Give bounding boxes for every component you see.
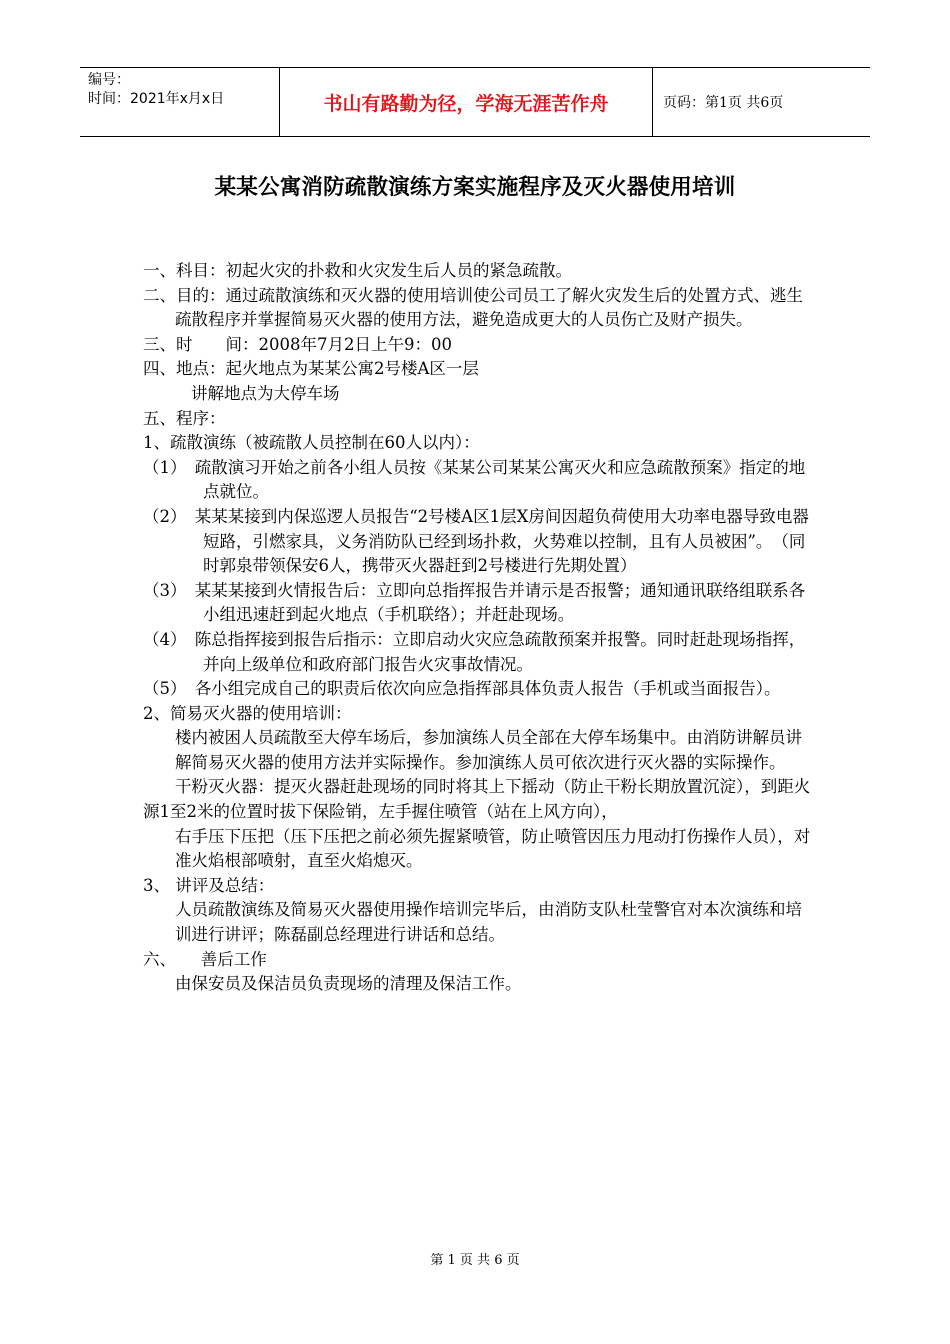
step-2-paragraph-2: 干粉灭火器：提灭火器赶赴现场的同时将其上下摇动（防止干粉长期放置沉淀），到距火源1至2米的位置时拔下保险销，左手握住喷管（站在上风方向），: [143, 777, 811, 822]
section-place-secondary: 讲解地点为大停车场: [191, 383, 340, 403]
procedure-step-1: 1、疏散演练（被疏散人员控制在60人以内）：: [143, 433, 480, 453]
document-body: [143, 259, 813, 997]
step-2-paragraph-1: 楼内被困人员疏散至大停车场后，参加演练人员全部在大停车场集中。由消防讲解员讲解简易灭火器的使用方法并实际操作。参加演练人员可依次进行灭火器的实际操作。: [175, 728, 802, 772]
procedure-item-2: （2） 某某某接到内保巡逻人员报告“2号楼A区1层X房间因超负荷使用大功率电器导致电器短路，引燃家具，义务消防队已经到场扑救，火势难以控制，且有人员被困”。 （同时郭泉带领保安6人，携带灭火器赶到2号楼进行先期处置）: [143, 506, 809, 576]
section-time: 三、时 间：2008年7月2日上午9：00: [143, 334, 452, 354]
section-purpose: 二、目的：通过疏散演练和灭火器的使用培训使公司员工了解火灾发生后的处置方式、逃生疏散程序并掌握简易灭火器的使用方法，避免造成更大的人员伤亡及财产损失。: [143, 285, 803, 330]
header-page-info: 页码：第1页 共6页: [663, 95, 784, 111]
procedure-item-1: （1） 疏散演习开始之前各小组人员按《某某公司某某公寓灭火和应急疏散预案》指定的地点就位。: [143, 457, 806, 502]
page-footer: 第 1 页 共 6 页: [430, 1253, 520, 1268]
procedure-item-3: （3） 某某某接到火情报告后：立即向总指挥报告并请示是否报警；通知通讯联络组联系各小组迅速赶到起火地点（手机联络）；并赶赴现场。: [143, 580, 806, 625]
procedure-step-3: 3、 讲评及总结：: [143, 875, 275, 895]
document-time-label: 时间：2021年x月x日: [88, 91, 225, 107]
header-meta: [80, 68, 280, 136]
section-aftermath-paragraph: 由保安员及保洁员负责现场的清理及保洁工作。: [175, 974, 522, 994]
section-aftermath: 六、 善后工作: [143, 949, 267, 969]
section-subject: 一、科目：初起火灾的扑救和火灾发生后人员的紧急疏散。: [143, 261, 572, 280]
step-3-paragraph-1: 人员疏散演练及简易灭火器使用操作培训完毕后，由消防支队杜莹警官对本次演练和培训进行讲评；陈磊副总经理进行讲话和总结。: [175, 900, 802, 945]
step-2-paragraph-3: 右手压下压把（压下压把之前必须先握紧喷管，防止喷管因压力甩动打伤操作人员），对准火焰根部喷射，直至火焰熄灭。: [175, 826, 811, 871]
procedure-step-2: 2、简易灭火器的使用培训：: [143, 703, 352, 723]
document-title: 某某公寓消防疏散演练方案实施程序及灭火器使用培训: [214, 175, 736, 200]
section-place: 四、地点：起火地点为某某公寓2号楼A区一层: [143, 359, 479, 379]
page-header: [80, 67, 870, 137]
section-procedure: 五、程序：: [143, 408, 226, 428]
document-number-label: 编号：: [88, 72, 130, 88]
procedure-item-4: （4） 陈总指挥接到报告后指示：立即启动火灾应急疏散预案并报警。同时赶赴现场指挥，并向上级单位和政府部门报告火灾事故情况。: [143, 629, 806, 674]
header-motto: 书山有路勤为径，学海无涯苦作舟: [280, 68, 653, 136]
procedure-item-5: （5） 各小组完成自己的职责后依次向应急指挥部具体负责人报告（手机或当面报告）。: [143, 679, 781, 699]
